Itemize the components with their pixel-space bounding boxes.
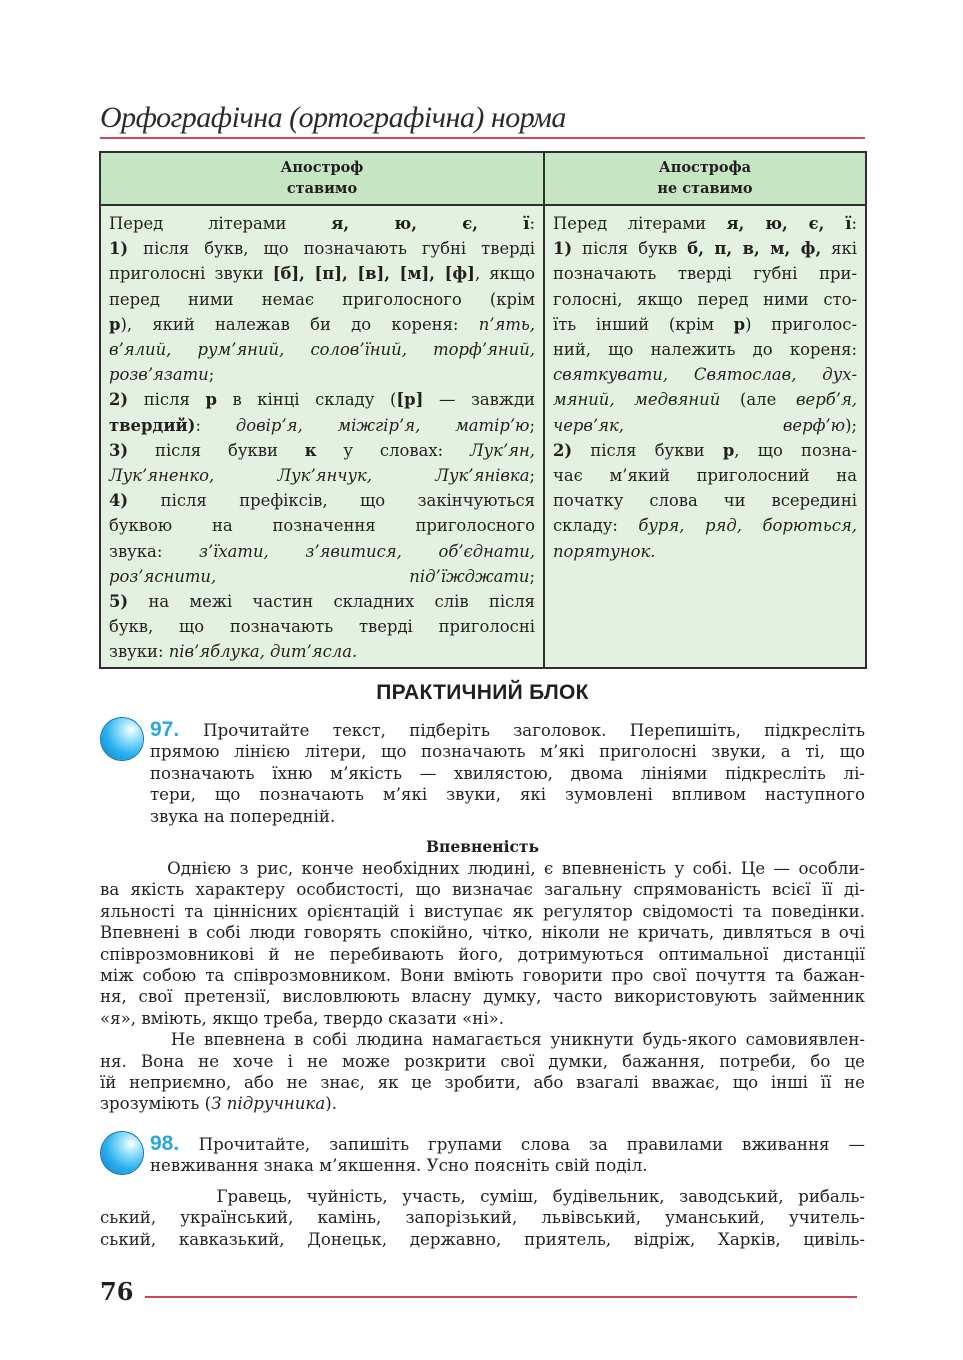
- text-line: 3) після букви к у словах: Лук’ян,: [109, 440, 536, 460]
- text-line: позначають їхню м’якість — хвилястою, двома лініями підкресліть лі-: [150, 763, 865, 783]
- text-line: голосні, якщо перед ними сто-: [553, 289, 857, 309]
- text-line: розв’язати;: [109, 365, 215, 385]
- text-line: мяний, медвяний (але верб’я,: [553, 390, 858, 410]
- text-line: яльності та ціннісних орієнтацій і виступає як регулятор свідомості та поведінки.: [100, 901, 865, 921]
- text-line: невживання знака м’якшення. Усно поясніть свій поділ.: [150, 1156, 648, 1176]
- exercise-number: 97.: [150, 718, 204, 741]
- text-line: перед ними немає приголосного (крім: [109, 289, 535, 309]
- text-line: черв’як, верф’ю);: [553, 415, 857, 435]
- exercise-marker-icon: [101, 1132, 143, 1174]
- rules-cell-apostrophe-not-used: [544, 205, 866, 668]
- rules-cell-apostrophe-used: [100, 205, 544, 668]
- col-header-line: Апостроф: [280, 159, 364, 176]
- text-line: Перед літерами я, ю, є, ї:: [109, 214, 535, 233]
- text-line: Впевнені в собі люди говорять спокійно, чітко, ніколи не кричать, дивляться в очі: [100, 923, 865, 943]
- exercise-marker-icon: [101, 718, 143, 760]
- text-line: р), який належав би до кореня: п’ять,: [109, 314, 535, 334]
- text-line: ва якість характеру особистості, що визначає загальну спрямованість всієї її ді-: [100, 880, 865, 900]
- text-line: 98. Прочитайте, запишіть групами слова за правилами вживання —: [150, 1132, 866, 1155]
- section-title: Орфографічна (ортографічна) норма: [100, 101, 566, 134]
- text-line: складу: буря, ряд, борються,: [553, 516, 857, 536]
- text-line: 1) після букв б, п, в, м, ф, які: [553, 239, 857, 259]
- text-line: приголосні звуки [б], [п], [в], [м], [ф], якщо: [109, 264, 535, 284]
- text-line: 2) після букви р, що позна-: [553, 440, 857, 460]
- col-header-apostrophe-used: [100, 152, 544, 205]
- text-line: порятунок.: [553, 541, 656, 561]
- footer-divider: [145, 1296, 857, 1298]
- text-line: 97. Прочитайте текст, підберіть заголовок. Перепишіть, підкресліть: [150, 718, 865, 741]
- text-line: в’ялий, рум’яний, солов’їний, торф’яний,: [109, 340, 535, 360]
- text-line: зрозуміють (З підручника).: [100, 1094, 337, 1114]
- text-line: ський, український, камінь, запорізький, львівський, уманський, учитель-: [100, 1208, 865, 1228]
- text-line: ня. Вона не хоче і не може розкрити свої думки, бажання, потреби, бо це: [100, 1051, 865, 1071]
- text-line: роз’яснити, під’їжджати;: [109, 566, 535, 586]
- text-line: буквою на позначення приголосного: [109, 516, 535, 536]
- text-line: їть інший (крім р) приголос-: [553, 314, 857, 334]
- text-line: чає м’який приголосний на: [553, 466, 857, 486]
- text-line: прямою лінією літери, що позначають м’які приголосні звуки, а ті, що: [150, 742, 865, 762]
- exercise-98-word-list: [100, 1186, 865, 1250]
- exercise-97-text: [100, 858, 865, 1115]
- text-line: позначають тверді губні при-: [553, 264, 857, 284]
- text-line: ний, що належить до кореня:: [553, 340, 857, 360]
- exercise-number: 98.: [150, 1132, 199, 1155]
- text-line: ський, кавказький, Донецьк, державно, приятель, відріж, Харків, цивіль-: [100, 1229, 865, 1249]
- text-line: святкувати, Святослав, дух-: [553, 365, 857, 385]
- header-divider: [100, 137, 865, 139]
- text-line: 2) після р в кінці складу ([р] — завжди: [109, 390, 535, 410]
- col-header-apostrophe-not-used: [544, 152, 866, 205]
- text-line: 4) після префіксів, що закінчуються: [109, 491, 535, 511]
- text-line: 5) на межі частин складних слів після: [109, 592, 535, 612]
- text-line: Перед літерами я, ю, є, ї:: [553, 214, 857, 233]
- text-line: букв, що позначають тверді приголосні: [109, 617, 535, 637]
- exercise-97-instructions: [150, 719, 865, 827]
- text-title: Впевненість: [425, 837, 540, 856]
- exercise-98-instructions: [150, 1133, 865, 1177]
- text-line: «я», вміють, якщо треба, твердо сказати «ні».: [100, 1008, 505, 1028]
- col-header-line: ставимо: [286, 180, 358, 197]
- text-line: твердий): довір’я, міжгір’я, матір’ю;: [109, 415, 535, 435]
- text-line: Гравець, чуйність, участь, суміш, будівельник, заводський, рибаль-: [100, 1187, 865, 1206]
- text-line: тери, що позначають м’які звуки, які зумовлені впливом наступного: [150, 785, 865, 805]
- col-header-line: не ставимо: [657, 180, 753, 197]
- text-line: Не впевнена в собі людина намагається уникнути будь-якого самовиявлен-: [100, 1030, 865, 1050]
- text-line: 1) після букв, що позначають губні тверді: [109, 239, 535, 259]
- text-line: Лук’яненко, Лук’янчук, Лук’янівка;: [109, 466, 535, 486]
- text-line: звуки: пів’яблука, дит’ясла.: [109, 642, 358, 662]
- col-header-line: Апострофа: [658, 159, 752, 176]
- practical-block-title: ПРАКТИЧНИЙ БЛОК: [376, 681, 589, 704]
- text-line: між собою та співрозмовником. Вони вміють говорити про свої почуття та бажан-: [100, 966, 865, 986]
- text-line: початку слова чи всередині: [553, 491, 857, 511]
- text-line: Однією з рис, конче необхідних людині, є впевненість у собі. Це — особли-: [100, 859, 865, 878]
- text-line: їй неприємно, або не знає, як це зробити, або взагалі вважає, що інші її не: [100, 1073, 865, 1093]
- text-line: звука: з’їхати, з’явитися, об’єднати,: [109, 541, 536, 561]
- text-line: співрозмовникові й не перебивають його, дотримуються оптимальної дистанції: [100, 944, 865, 964]
- text-line: ня, свої претензії, висловлюють власну думку, часто використовують займенник: [100, 987, 865, 1007]
- text-line: звука на попередній.: [150, 806, 336, 826]
- apostrophe-rules-table: [99, 151, 867, 669]
- page-number: 76: [100, 1277, 134, 1306]
